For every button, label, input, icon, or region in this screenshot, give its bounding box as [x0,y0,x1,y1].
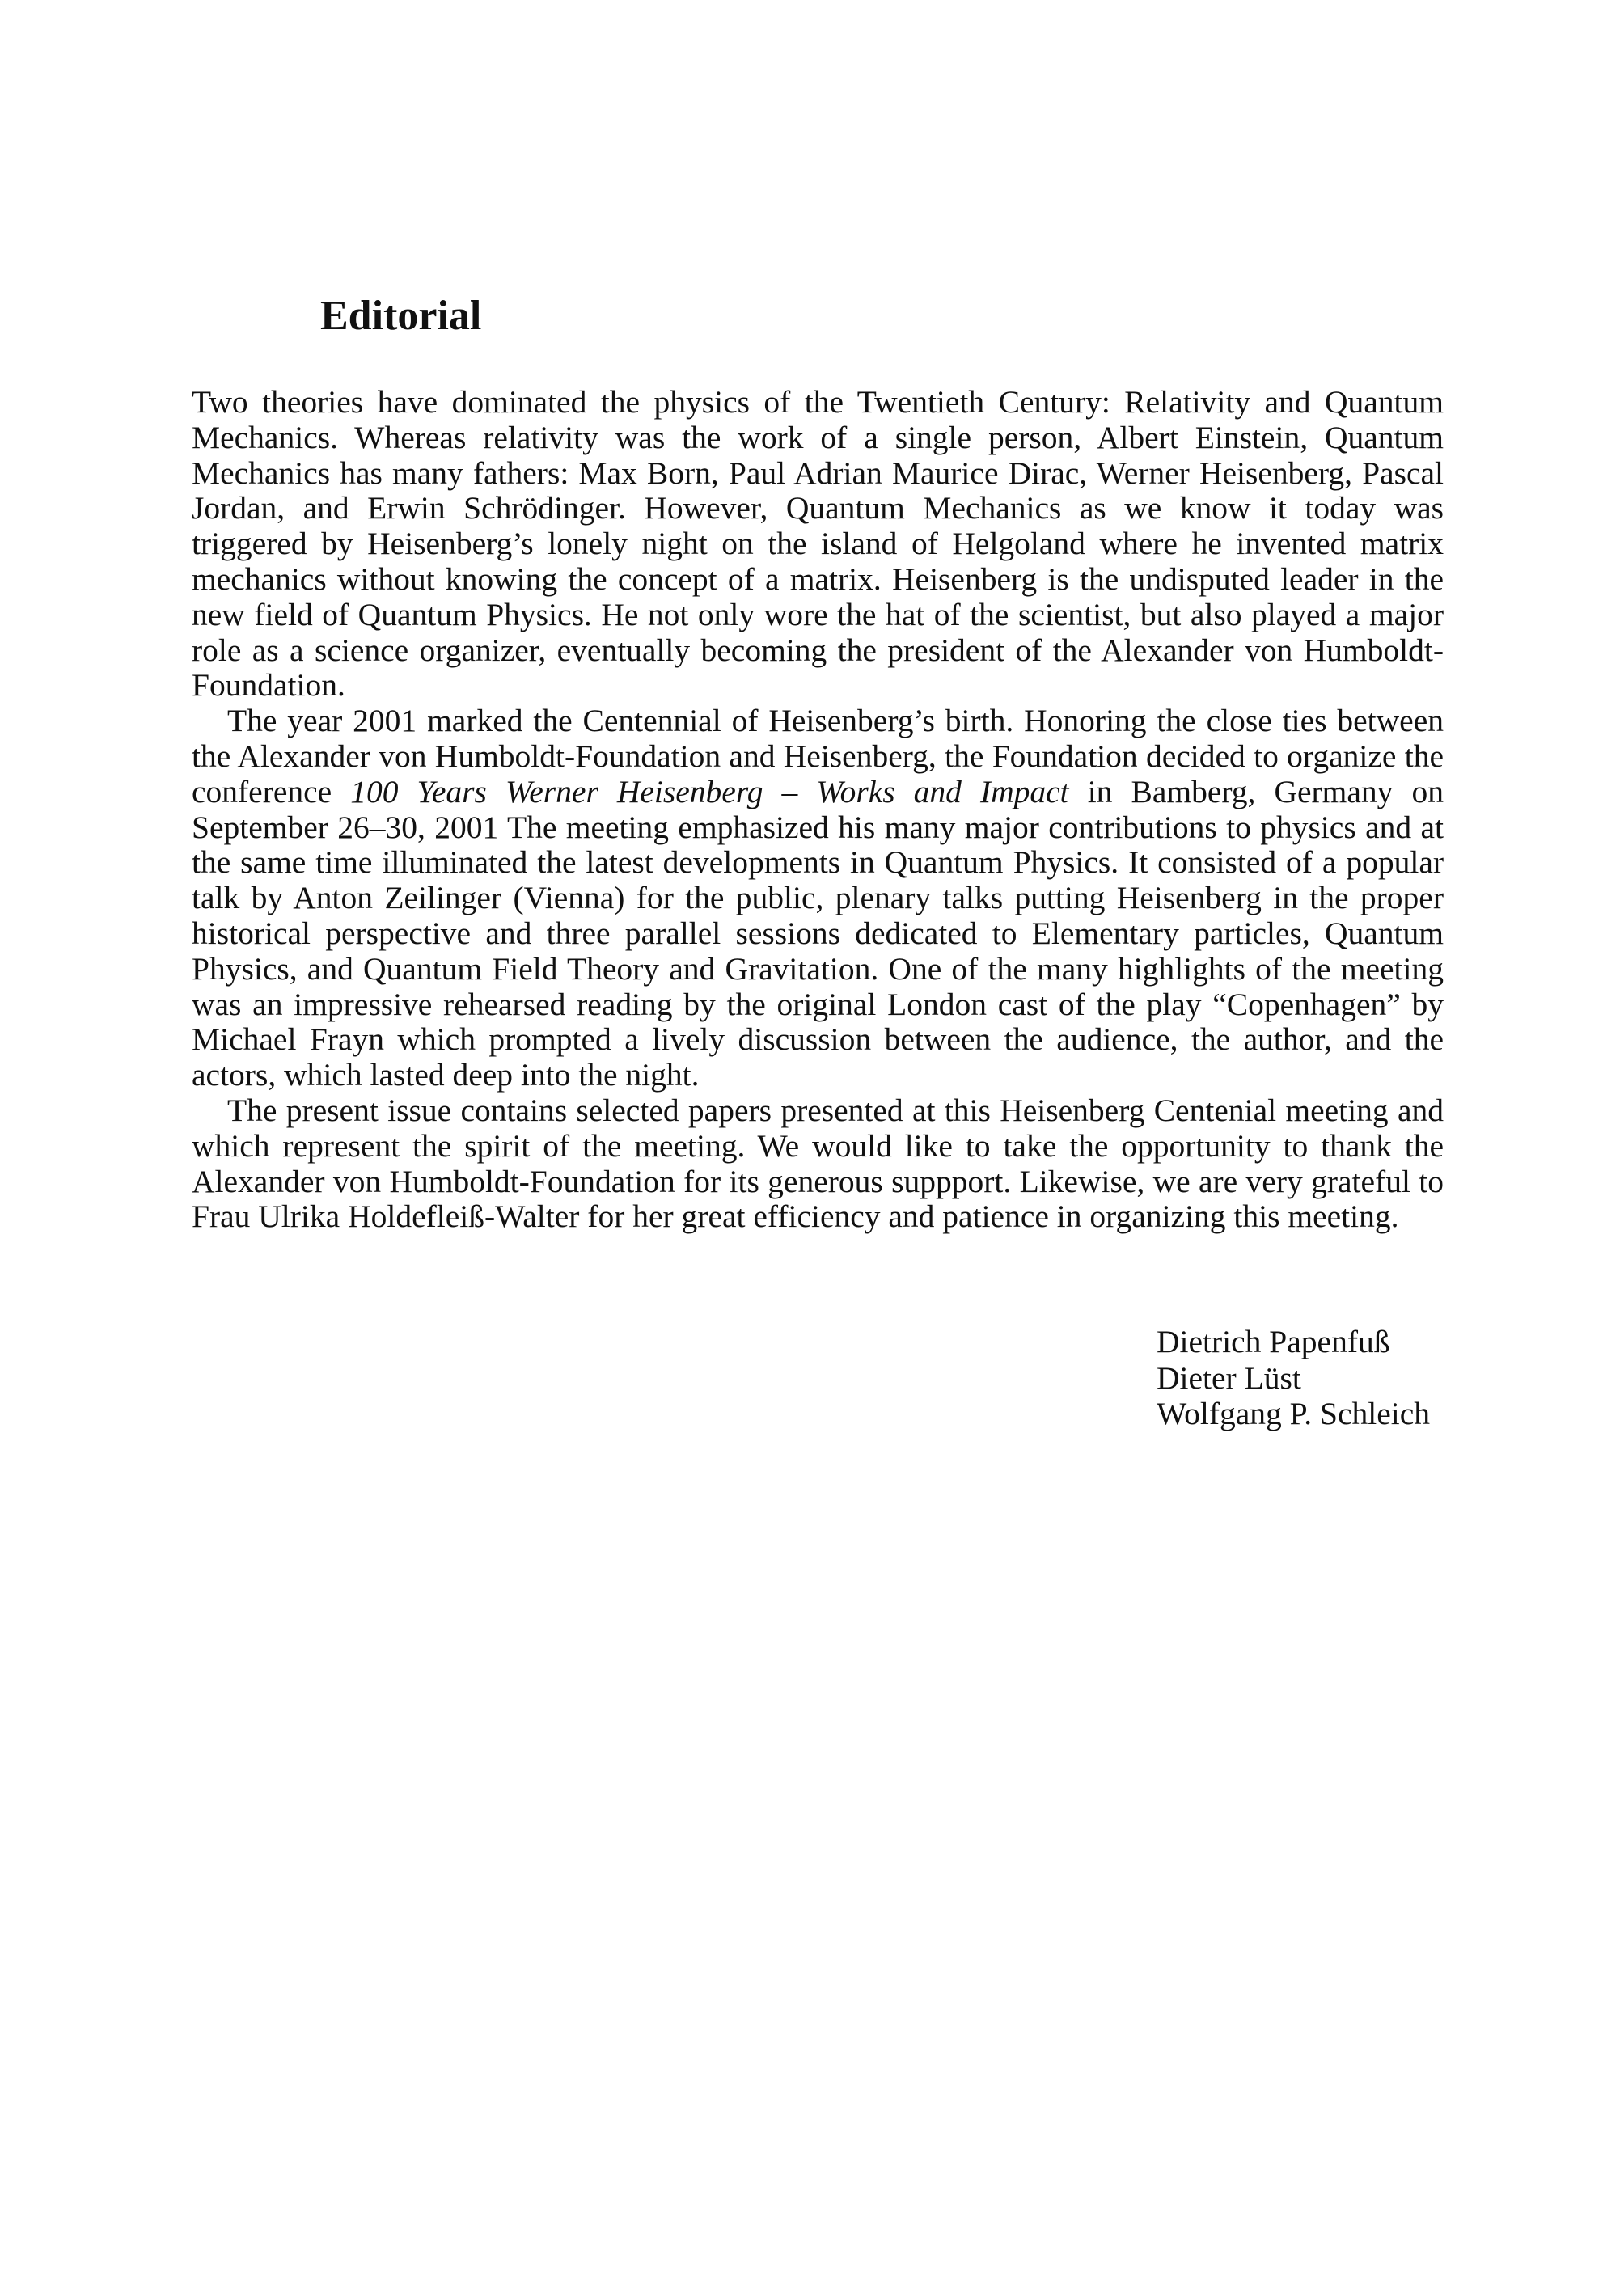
signature-name: Wolfgang P. Schleich [1157,1396,1431,1431]
paragraph-text: in Bamberg, Germany on September 26–30, 2001 The meeting emphasized his many major contributions to physics and at the same time illuminated the latest developments in Quantum Physics. It consisted of a popular talk by Anton Zeilinger (Vienna) for the public, plenary talks putting Heisenberg in the proper historical perspective and three parallel sessions dedicated to Elementary particles, Quantum Physics, and Quantum Field Theory and Gravitation. One of the many highlights of the meeting was an impressive rehearsed reading by the original London cast of the play “Copenhagen” by Michael Frayn which prompted a lively discussion between the audience, the author, and the actors, which lasted deep into the night. [192,773,1444,1093]
paragraph-1 [192,385,1444,704]
conference-title: 100 Years Werner Heisenberg – Works and Impact [350,773,1069,809]
page-title: Editorial [320,293,482,339]
paragraph-2 [192,704,1444,1093]
paragraph-text: The year 2001 marked the Centennial of Heisenberg’s birth. Honoring the close ties between the Alexander von Humboldt-Foundation and Heisenberg, the Foundation decided to organize the conference [192,703,1444,809]
paragraph-3 [192,1093,1444,1235]
paragraph-text: Two theories have dominated the physics of the Twentieth Century: Relativity and Quantum Mechanics. Whereas relativity was the work of a single person, Albert Einstein, Quantum Mechanics has many fathers: Max Born, Paul Adrian Maurice Dirac, Werner Heisenberg, Pascal Jordan, and Erwin Schrödinger. However, Quantum Mechanics as we know it today was triggered by Heisenberg’s lonely night on the island of Helgoland where he invented matrix mechanics without knowing the concept of a matrix. Heisenberg is the undisputed leader in the new field of Quantum Physics. He not only wore the hat of the scientist, but also played a major role as a science organizer, eventually becoming the president of the Alexander von Humboldt-Foundation. [192,384,1444,704]
signature-block [1157,1324,1430,1432]
signature-name: Dieter Lüst [1157,1359,1301,1396]
editorial-body [192,385,1444,1235]
paragraph-text: The present issue contains selected papers presented at this Heisenberg Centenial meeting and which represent the spirit of the meeting. We would like to take the opportunity to thank the Alexander von Humboldt-Foundation for its generous suppport. Likewise, we are very grateful to Frau Ulrika Holdefleiß-Walter for her great efficiency and patience in organizing this meeting. [192,1092,1444,1235]
signature-name: Dietrich Papenfuß [1157,1324,1390,1359]
